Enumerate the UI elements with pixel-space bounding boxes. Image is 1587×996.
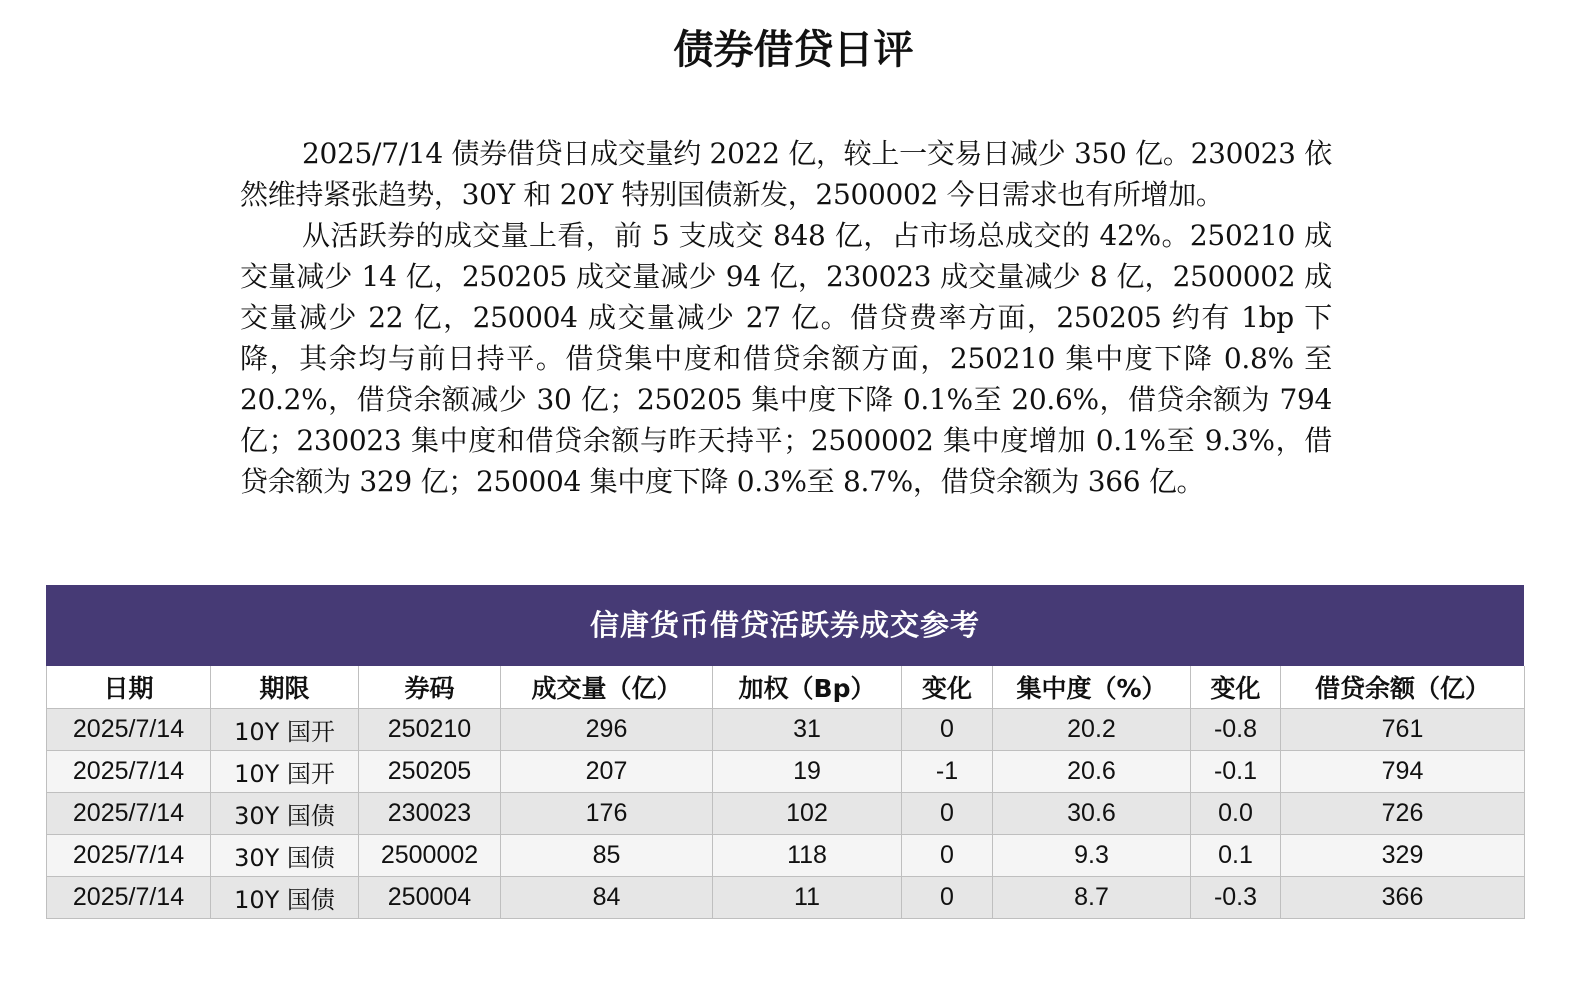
cell-lending-balance: 329 bbox=[1281, 835, 1525, 877]
table-row bbox=[47, 835, 1525, 877]
cell-rate-change: 0 bbox=[902, 709, 993, 751]
cell-concentration: 20.6 bbox=[993, 751, 1191, 793]
cell-tenor: 30Y 国债 bbox=[211, 793, 359, 835]
table-row bbox=[47, 751, 1525, 793]
column-header-weighted-rate: 加权（Bp） bbox=[713, 666, 902, 709]
column-header-bond-code: 券码 bbox=[359, 666, 501, 709]
cell-lending-balance: 726 bbox=[1281, 793, 1525, 835]
cell-date: 2025/7/14 bbox=[47, 793, 211, 835]
cell-weighted-rate: 102 bbox=[713, 793, 902, 835]
data-table bbox=[46, 666, 1525, 919]
cell-tenor: 10Y 国开 bbox=[211, 709, 359, 751]
table-row bbox=[47, 877, 1525, 919]
cell-bond-code: 250205 bbox=[359, 751, 501, 793]
cell-volume: 85 bbox=[501, 835, 713, 877]
cell-date: 2025/7/14 bbox=[47, 877, 211, 919]
cell-concentration: 20.2 bbox=[993, 709, 1191, 751]
page-title: 债券借贷日评 bbox=[673, 27, 914, 73]
cell-concentration: 30.6 bbox=[993, 793, 1191, 835]
table-row bbox=[47, 793, 1525, 835]
cell-rate-change: -1 bbox=[902, 751, 993, 793]
cell-lending-balance: 366 bbox=[1281, 877, 1525, 919]
cell-volume: 176 bbox=[501, 793, 713, 835]
cell-bond-code: 230023 bbox=[359, 793, 501, 835]
cell-weighted-rate: 19 bbox=[713, 751, 902, 793]
cell-weighted-rate: 11 bbox=[713, 877, 902, 919]
cell-lending-balance: 794 bbox=[1281, 751, 1525, 793]
column-header-tenor: 期限 bbox=[211, 666, 359, 709]
cell-concentration-change: -0.1 bbox=[1191, 751, 1281, 793]
active-bonds-table bbox=[46, 585, 1524, 919]
cell-concentration: 8.7 bbox=[993, 877, 1191, 919]
column-header-concentration: 集中度（%） bbox=[993, 666, 1191, 709]
column-header-volume: 成交量（亿） bbox=[501, 666, 713, 709]
cell-concentration-change: 0.1 bbox=[1191, 835, 1281, 877]
table-title: 信唐货币借贷活跃券成交参考 bbox=[46, 585, 1524, 666]
commentary-paragraph: 2025/7/14 债券借贷日成交量约 2022 亿，较上一交易日减少 350 亿。230023 依然维持紧张趋势，30Y 和 20Y 特别国债新发，2500002 今日需求也有所增加。 bbox=[240, 137, 1332, 211]
cell-volume: 296 bbox=[501, 709, 713, 751]
cell-bond-code: 2500002 bbox=[359, 835, 501, 877]
cell-rate-change: 0 bbox=[902, 877, 993, 919]
cell-date: 2025/7/14 bbox=[47, 709, 211, 751]
cell-date: 2025/7/14 bbox=[47, 835, 211, 877]
cell-weighted-rate: 31 bbox=[713, 709, 902, 751]
cell-rate-change: 0 bbox=[902, 793, 993, 835]
cell-concentration-change: -0.3 bbox=[1191, 877, 1281, 919]
table-header-row bbox=[47, 666, 1525, 709]
cell-tenor: 10Y 国债 bbox=[211, 877, 359, 919]
cell-tenor: 10Y 国开 bbox=[211, 751, 359, 793]
cell-concentration: 9.3 bbox=[993, 835, 1191, 877]
cell-concentration-change: -0.8 bbox=[1191, 709, 1281, 751]
cell-concentration-change: 0.0 bbox=[1191, 793, 1281, 835]
column-header-concentration-change: 变化 bbox=[1191, 666, 1281, 709]
cell-volume: 84 bbox=[501, 877, 713, 919]
table-row bbox=[47, 709, 1525, 751]
cell-lending-balance: 761 bbox=[1281, 709, 1525, 751]
cell-date: 2025/7/14 bbox=[47, 751, 211, 793]
cell-bond-code: 250210 bbox=[359, 709, 501, 751]
commentary-paragraph: 从活跃券的成交量上看，前 5 支成交 848 亿，占市场总成交的 42%。250210 成交量减少 14 亿，250205 成交量减少 94 亿，230023 成交量减少 8 亿，2500002 成交量减少 22 亿，250004 成交量减少 27 亿。借贷费率方面，250205 约有 1bp 下降，其余均与前日持平。借贷集中度和借贷余额方面，250210 集中度下降 0.8% 至 20.2%，借贷余额减少 30 亿；250205 集中度下降 0.1%至 20.6%，借贷余额为 794 亿；230023 集中度和借贷余额与昨天持平；2500002 集中度增加 0.1%至 9.3%，借贷余额为 329 亿；250004 集中度下降 0.3%至 8.7%，借贷余额为 366 亿。 bbox=[240, 219, 1332, 498]
commentary bbox=[240, 133, 1332, 502]
column-header-date: 日期 bbox=[47, 666, 211, 709]
cell-volume: 207 bbox=[501, 751, 713, 793]
cell-tenor: 30Y 国债 bbox=[211, 835, 359, 877]
cell-bond-code: 250004 bbox=[359, 877, 501, 919]
cell-rate-change: 0 bbox=[902, 835, 993, 877]
column-header-rate-change: 变化 bbox=[902, 666, 993, 709]
column-header-lending-balance: 借贷余额（亿） bbox=[1281, 666, 1525, 709]
cell-weighted-rate: 118 bbox=[713, 835, 902, 877]
